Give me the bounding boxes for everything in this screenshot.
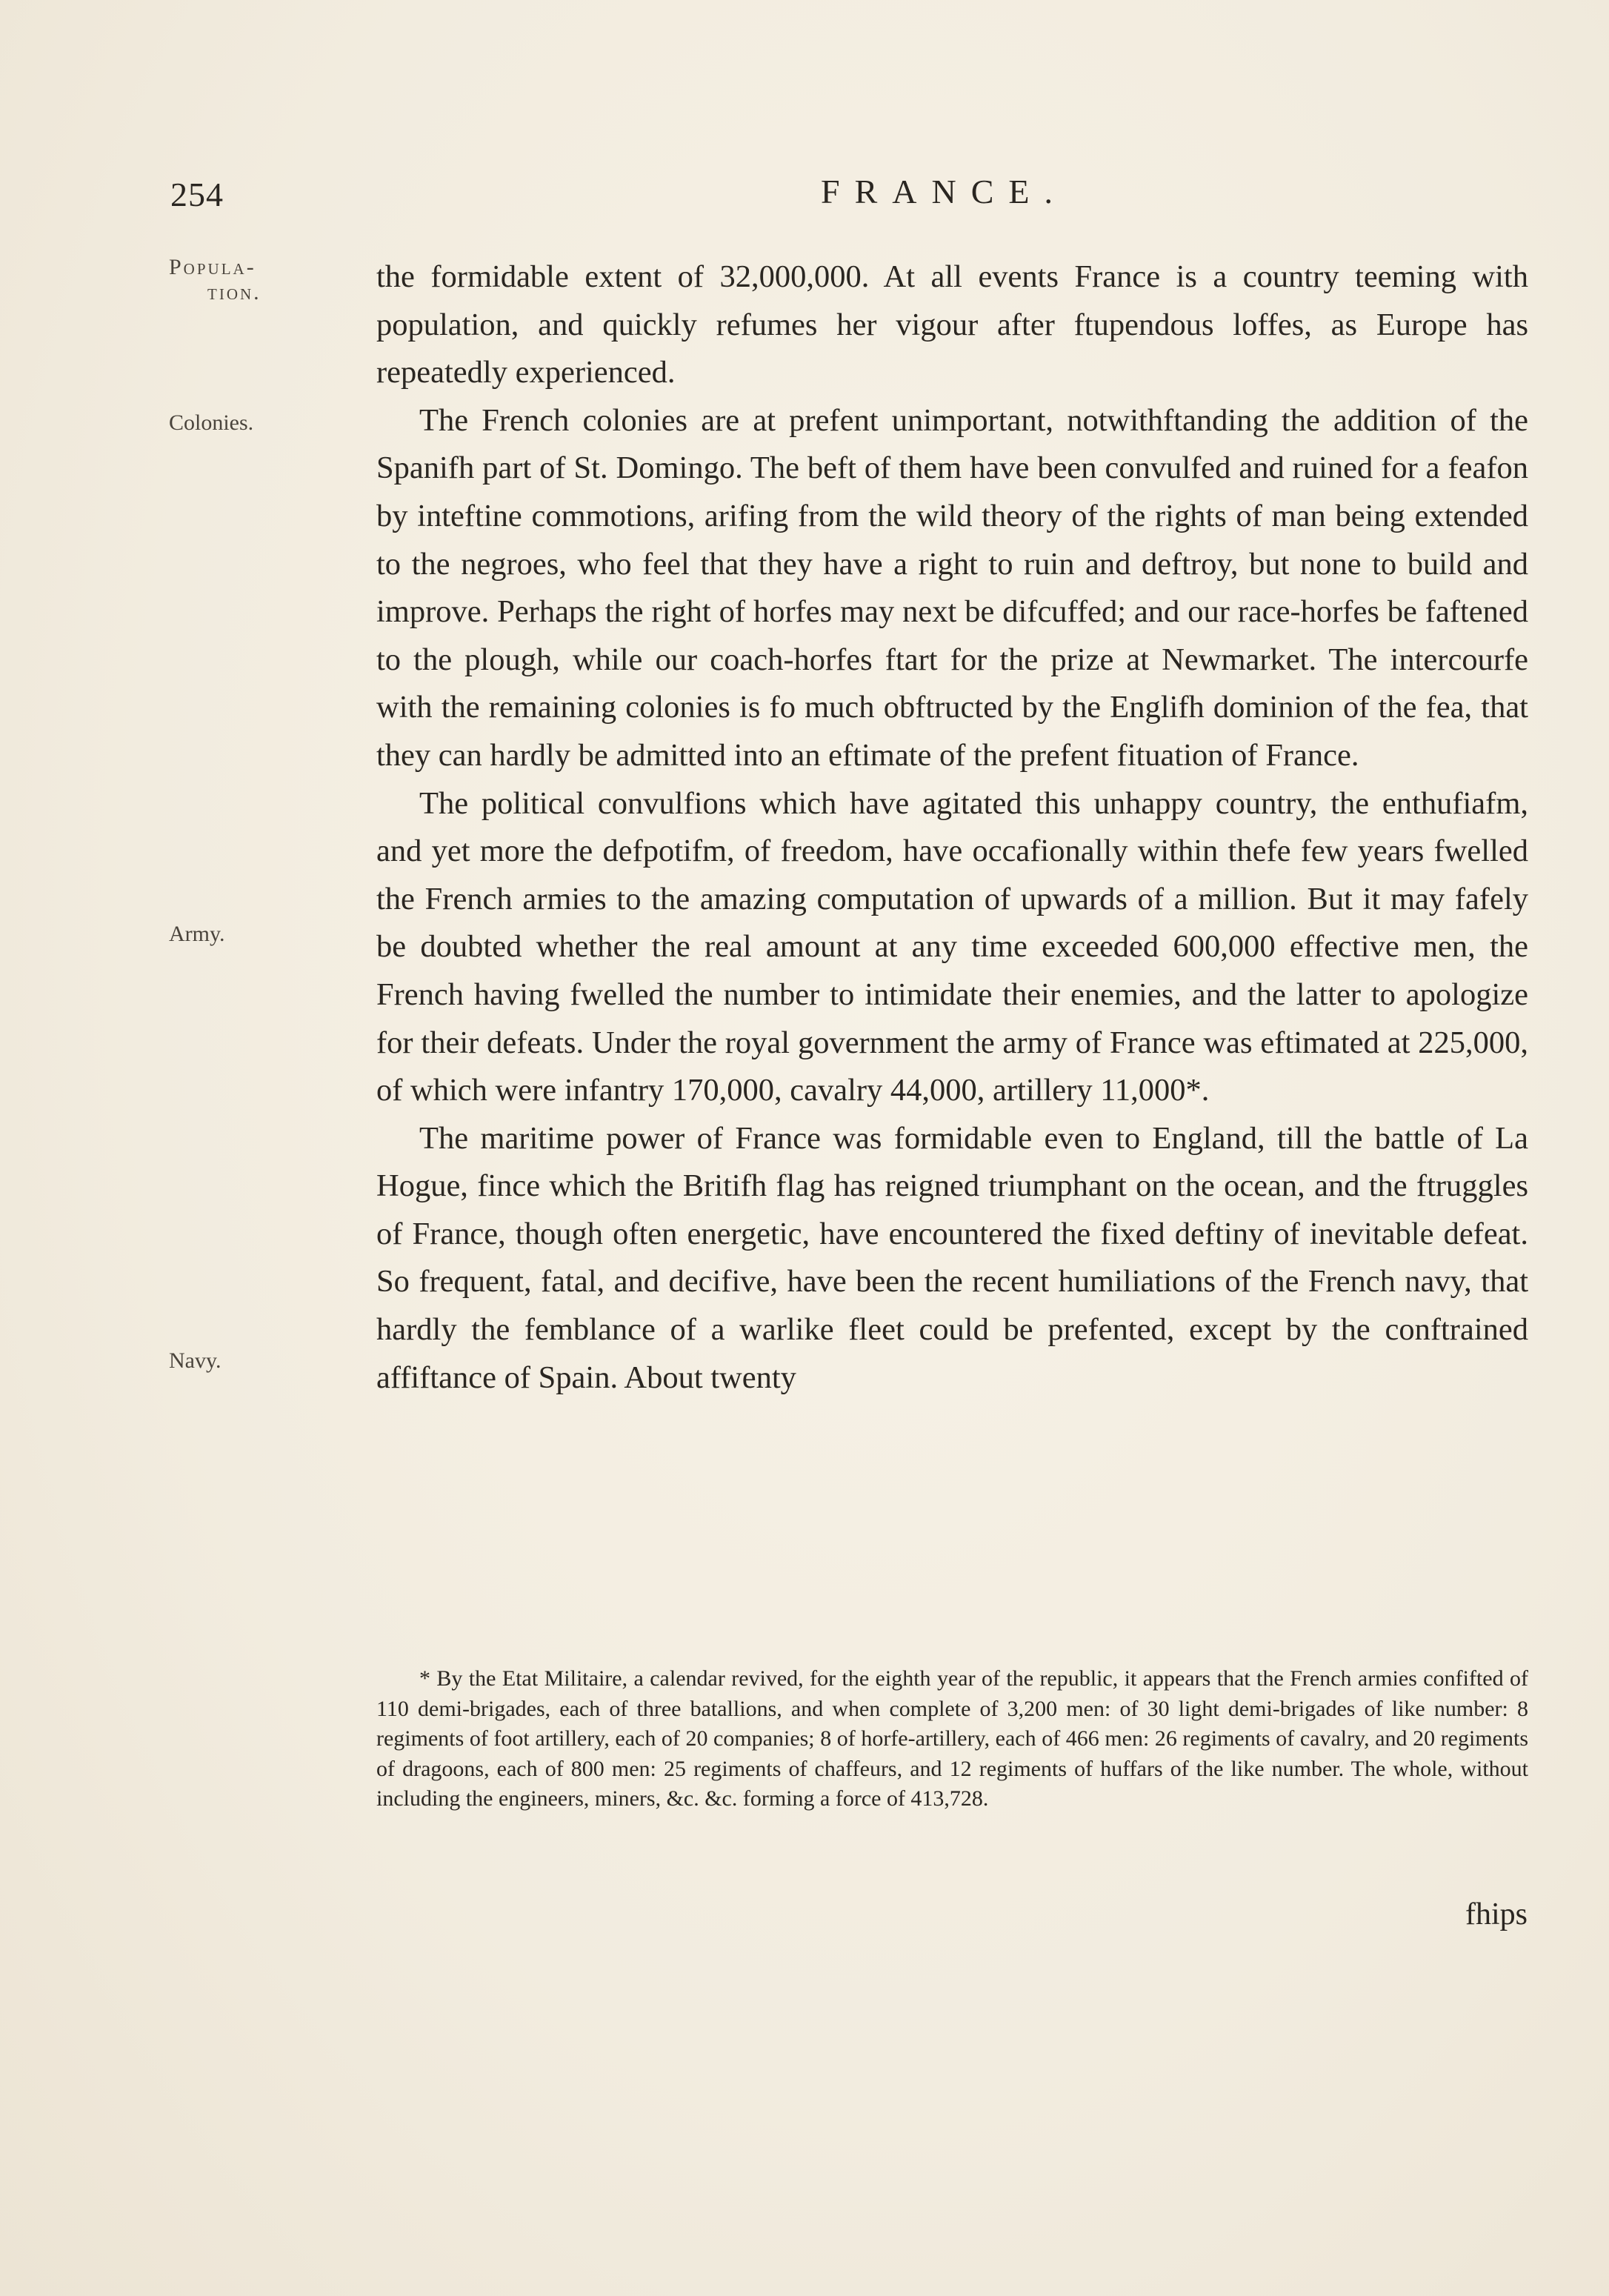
margin-note-population-line1: Popula- [169, 255, 256, 279]
paragraph-navy: The maritime power of France was formidable even to England, till the battle of La Hogue, fince which the Britifh flag has reigned triumphant on the ocean, and the ftruggles of France, though often energetic, have encountered the fixed deftiny of inevitable defeat. So frequent, fatal, and decifive, have been the recent humiliations of the French navy, that hardly the femblance of a warlike fleet could be prefented, except by the conftrained affiftance of Spain. About twenty [376, 1120, 1528, 1395]
running-head: FRANCE. [821, 173, 1067, 210]
catchword: fhips [1465, 1897, 1528, 1931]
paragraph-population: the formidable extent of 32,000,000. At all events France is a country teeming with population, and quickly refumes her vigour after ftupendous loffes, as Europe has repeatedly experienced. [376, 259, 1528, 390]
margin-note-population-line2: tion. [207, 280, 261, 305]
footnote [376, 1664, 1528, 1814]
margin-note-population [169, 255, 261, 305]
paragraph-colonies: The French colonies are at prefent unimportant, notwithftanding the addition of the Spanifh part of St. Domingo. The beft of them have been convulfed and ruined for a feafon by inteftine commotions, arifing from the wild theory of the rights of man being extended to the negroes, who feel that they have a right to ruin and deftroy, but none to build and improve. Perhaps the right of horfes may next be difcuffed; and our race-horfes be faftened to the plough, while our coach-horfes ftart for the prize at Newmarket. The intercourfe with the remaining colonies is fo much obftructed by the Englifh dominion of the fea, that they can hardly be admitted into an eftimate of the prefent fituation of France. [376, 402, 1528, 773]
margin-note-army: Army. [169, 922, 225, 946]
page-number: 254 [170, 176, 224, 213]
margin-note-colonies: Colonies. [169, 410, 254, 435]
footnote-text: * By the Etat Militaire, a calendar revived, for the eighth year of the republic, it appears that the French armies confifted of 110 demi-brigades, each of three batallions, and when complete of 3,200 men: of 30 light demi-brigades of like number: 8 regiments of foot artillery, each of 20 companies; 8 of horfe-artillery, each of 466 men: 26 regiments of cavalry, and 20 regiments of dragoons, each of 800 men: 25 regiments of chaffeurs, and 12 regiments of huffars of the like number. The whole, without including the engineers, miners, &c. &c. forming a force of 413,728. [376, 1666, 1528, 1811]
main-text [376, 253, 1528, 1402]
margin-note-navy: Navy. [169, 1348, 221, 1373]
paragraph-army: The political convulfions which have agitated this unhappy country, the enthufiafm, and yet more the defpotifm, of freedom, have occafionally within thefe few years fwelled the French armies to the amazing computation of upwards of a million. But it may fafely be doubted whether the real amount at any time exceeded 600,000 effective men, the French having fwelled the number to intimidate their enemies, and the latter to apologize for their defeats. Under the royal government the army of France was eftimated at 225,000, of which were infantry 170,000, cavalry 44,000, artillery 11,000*. [376, 785, 1528, 1108]
